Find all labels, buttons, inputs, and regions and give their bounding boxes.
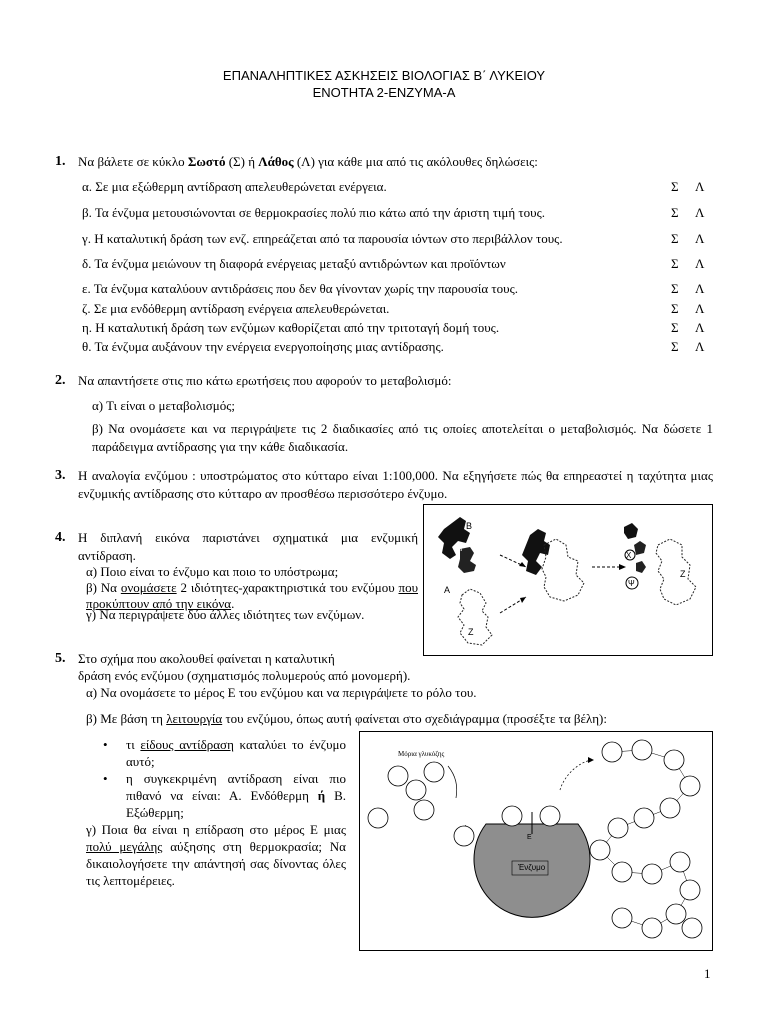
true-false-marks[interactable] — [671, 280, 719, 297]
mark-true[interactable]: Σ — [671, 281, 679, 296]
q5-b-part: του ενζύμου, όπως αυτή φαίνεται στο σχεδιάγραμμα (προσέξτε τα βέλη): — [222, 711, 607, 726]
q5-c-underline: πολύ μεγάλης — [86, 839, 163, 854]
q5-c-part: αύξησης στη θερμοκρασία; Να δικαιολογήσετε την απάντησή σας δίνοντας όλες τις λεπτομέρειες. — [86, 839, 346, 888]
question-4-number: 4. — [55, 530, 66, 545]
mark-false[interactable]: Λ — [695, 339, 705, 354]
enzyme-reaction-drawing — [424, 505, 712, 655]
glucose-molecule — [502, 806, 522, 826]
question-5-part-a: α) Να ονομάσετε το μέρος Ε του ενζύμου και να περιγράψετε το ρόλο του. — [86, 685, 477, 700]
glucose-molecule — [612, 862, 632, 882]
fig-label-psi: Ψ — [628, 579, 635, 588]
glucose-molecule — [612, 908, 632, 928]
glucose-molecule — [680, 776, 700, 796]
q5-b-underline: λειτουργία — [166, 711, 223, 726]
q1-intro-part: (Σ) ή — [225, 154, 259, 169]
fig-label-b: Β — [466, 521, 473, 531]
q5-bullet2-part: Β. Εξώθερμη; — [126, 788, 347, 820]
mark-true[interactable]: Σ — [671, 339, 679, 354]
q4-b-part: . — [231, 596, 235, 611]
question-1-intro — [78, 153, 538, 170]
true-false-marks[interactable] — [671, 338, 719, 355]
true-false-marks[interactable] — [671, 300, 719, 317]
mark-false[interactable]: Λ — [695, 231, 705, 246]
true-false-marks[interactable] — [671, 178, 719, 195]
q4-b-underline: ονομάσετε — [120, 580, 177, 595]
statement-text: α. Σε μια εξώθερμη αντίδραση απελευθερώνεται ενέργεια. — [82, 179, 387, 194]
q1-intro-bold-false: Λάθος — [258, 154, 294, 169]
question-3-text: Η αναλογία ενζύμου : υποστρώματος στο κύτταρο είναι 1:100,000. Να εξηγήσετε πώς θα επηρεαστεί η ταχύτητα μιας ενζυμικής αντίδρασης στο κύτταρο αν προσθέσω περισσότερο ένζυμο. — [78, 468, 713, 501]
q1-intro-bold-true: Σωστό — [187, 154, 226, 169]
site-label: Ε — [527, 834, 532, 841]
question-2-part-a: α) Τι είναι ο μεταβολισμός; — [92, 398, 235, 413]
statement-text: β. Τα ένζυμα μετουσιώνονται σε θερμοκρασίες πολύ πιο κάτω από την άριστη τιμή τους. — [82, 205, 545, 220]
q4-b-part: β) Να — [86, 580, 121, 595]
glucose-molecule — [666, 904, 686, 924]
q5-c-part: γ) Ποια θα είναι η επίδραση στο μέρος Ε μιας — [86, 822, 346, 837]
mark-true[interactable]: Σ — [671, 256, 679, 271]
glucose-molecule — [540, 806, 560, 826]
question-4-part-c: γ) Να περιγράψετε δύο άλλες ιδιότητες των ενζύμων. — [86, 607, 365, 622]
glucose-molecule — [660, 798, 680, 818]
question-1-number: 1. — [55, 154, 66, 169]
enzyme-reaction-figure — [423, 504, 713, 656]
q5-bullet1-underline: είδους αντίδραση — [140, 737, 234, 752]
glucose-molecule — [632, 740, 652, 760]
question-5-part-b — [86, 710, 607, 727]
statement-text: θ. Τα ένζυμα αυξάνουν την ενέργεια ενεργοποίησης μιας αντίδρασης. — [82, 339, 444, 354]
glucose-molecule — [454, 826, 474, 846]
q5-bullet1-part: τι — [126, 737, 141, 752]
mark-false[interactable]: Λ — [695, 301, 705, 316]
glucose-molecule — [388, 766, 408, 786]
fig-label-g: Γ — [460, 543, 465, 553]
bullet-dot: • — [103, 771, 108, 786]
fig-label-a: Α — [444, 585, 451, 595]
question-5-number: 5. — [55, 651, 66, 666]
question-2-number: 2. — [55, 373, 66, 388]
glucose-molecule — [608, 818, 628, 838]
fig-label-z: Ζ — [468, 627, 474, 637]
statement-text: δ. Τα ένζυμα μειώνουν τη διαφορά ενέργειας μεταξύ αντιδρώντων και προϊόντων — [82, 256, 506, 271]
glucose-molecule — [682, 918, 702, 938]
glucose-molecule — [590, 840, 610, 860]
question-4-part-a: α) Ποιο είναι το ένζυμο και ποιο το υπόστρωμα; — [86, 564, 339, 579]
q1-intro-part: (Λ) για κάθε μια από τις ακόλουθες δηλώσεις: — [293, 154, 538, 169]
mark-true[interactable]: Σ — [671, 205, 679, 220]
question-5-intro-line1: Στο σχήμα που ακολουθεί φαίνεται η καταλυτική — [78, 651, 335, 666]
glucose-molecule — [368, 808, 388, 828]
mark-false[interactable]: Λ — [695, 179, 705, 194]
question-3-number: 3. — [55, 468, 66, 483]
glucose-molecule — [414, 800, 434, 820]
page-number: 1 — [704, 966, 711, 981]
mark-false[interactable]: Λ — [695, 320, 705, 335]
q5-bullet1-part: καταλύει το ένζυμο αυτό; — [126, 737, 346, 769]
question-5-bullet-1 — [126, 736, 346, 770]
q1-intro-part: Να βάλετε σε κύκλο — [78, 154, 188, 169]
glucose-molecule — [424, 762, 444, 782]
bullet-dot: • — [103, 737, 108, 752]
page-subtitle: ΕΝΟΤΗΤΑ 2-ΕΝΖΥΜΑ-Α — [312, 85, 456, 100]
question-2-part-b: β) Να ονομάσετε και να περιγράψετε τις 2 διαδικασίες από τις οποίες αποτελείται ο μεταβολισμός. Να δώσετε 1 παράδειγμα αντίδρασης για την κάθε διαδικασία. — [92, 421, 713, 454]
glucose-molecule — [634, 808, 654, 828]
enzyme-label: Ένζυμο — [518, 863, 546, 872]
q5-bullet2-bold: ή — [317, 788, 326, 803]
mark-false[interactable]: Λ — [695, 256, 705, 271]
question-5-part-c — [86, 821, 346, 889]
true-false-marks[interactable] — [671, 319, 719, 336]
mark-true[interactable]: Σ — [671, 179, 679, 194]
true-false-marks[interactable] — [671, 204, 719, 221]
glucose-molecule — [670, 852, 690, 872]
question-4-intro: Η διπλανή εικόνα παριστάνει σχηματικά μια ενζυμική αντίδραση. — [78, 530, 418, 563]
statement-text: ζ. Σε μια ενδόθερμη αντίδραση ενέργεια απελευθερώνεται. — [82, 301, 390, 316]
question-2-intro: Να απαντήσετε στις πιο κάτω ερωτήσεις που αφορούν το μεταβολισμό: — [78, 373, 452, 388]
fig-label-x: Χ — [626, 551, 632, 560]
glucose-molecule — [642, 918, 662, 938]
q5-bullet2-part: η συγκεκριμένη αντίδραση είναι πιο πιθανό να είναι: Α. Ενδόθερμη — [126, 771, 346, 803]
mark-false[interactable]: Λ — [695, 281, 705, 296]
statement-text: ε. Τα ένζυμα καταλύουν αντιδράσεις που δεν θα γίνονταν χωρίς την παρουσία τους. — [82, 281, 518, 296]
q5-b-part: β) Με βάση τη — [86, 711, 167, 726]
page-title: ΕΠΑΝΑΛΗΠΤΙΚΕΣ ΑΣΚΗΣΕΙΣ ΒΙΟΛΟΓΙΑΣ Β΄ ΛΥΚΕΙΟΥ — [222, 68, 546, 83]
mark-true[interactable]: Σ — [671, 320, 679, 335]
enzyme-polymer-drawing — [360, 732, 712, 950]
question-5-bullet-2 — [126, 770, 346, 821]
q4-b-part: 2 ιδιότητες-χαρακτηριστικά του ενζύμου — [176, 580, 399, 595]
glucose-molecule — [664, 750, 684, 770]
true-false-marks[interactable] — [671, 255, 719, 272]
mark-true[interactable]: Σ — [671, 301, 679, 316]
fig-label-z2: Ζ — [680, 569, 686, 579]
glucose-label: Μόρια γλυκόζης — [398, 750, 445, 758]
statement-text: γ. Η καταλυτική δράση των ενζ. επηρεάζεται από τα παρουσία ιόντων στο περιβάλλον τους. — [82, 231, 563, 246]
question-5-intro-line2: δράση ενός ενζύμου (σχηματισμός πολυμερούς από μονομερή). — [78, 668, 411, 683]
true-false-marks[interactable] — [671, 230, 719, 247]
enzyme-polymer-figure — [359, 731, 713, 951]
glucose-molecule — [642, 864, 662, 884]
q4-b-underline: που προκύπτουν από την εικόνα — [86, 580, 418, 611]
glucose-molecule — [602, 742, 622, 762]
mark-false[interactable]: Λ — [695, 205, 705, 220]
glucose-molecule — [406, 780, 426, 800]
statement-text: η. Η καταλυτική δράση των ενζύμων καθορίζεται από την τριτοταγή δομή τους. — [82, 320, 500, 335]
mark-true[interactable]: Σ — [671, 231, 679, 246]
glucose-molecule — [680, 880, 700, 900]
